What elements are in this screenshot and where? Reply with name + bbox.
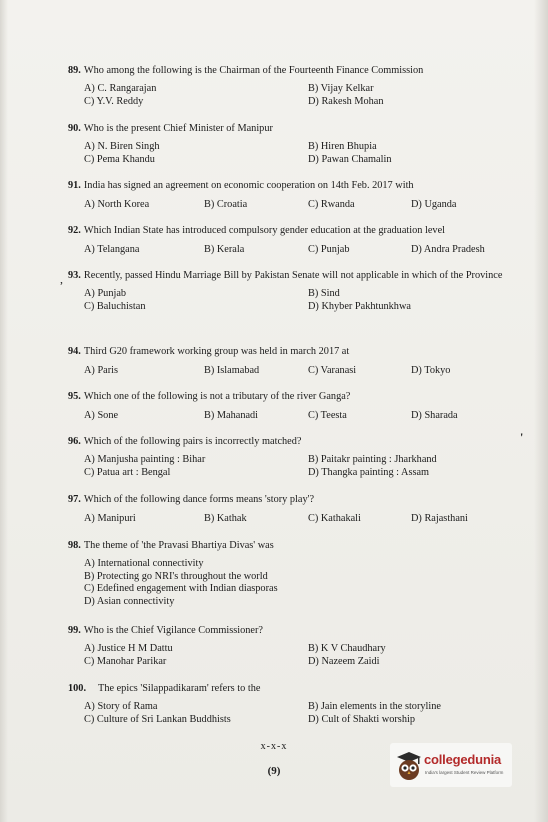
page-shadow-left [0, 0, 8, 822]
option-a: A) Manipuri [84, 513, 136, 524]
option-b: B) Croatia [204, 199, 248, 210]
question-96 [68, 435, 508, 480]
option-c: C) Punjab [308, 244, 350, 255]
question-text: India has signed an agreement on economic cooperation on 14th Feb. 2017 with [83, 180, 414, 191]
options [68, 83, 508, 109]
question-98 [68, 539, 508, 608]
option-d: D) Nazeem Zaidi [308, 655, 380, 667]
option-b: B) Vijay Kelkar [308, 83, 374, 94]
question-91 [68, 179, 508, 212]
options [68, 243, 508, 257]
options [68, 701, 508, 727]
option-b: B) Paitakr painting : Jharkhand [308, 454, 437, 465]
question-text: Who is the present Chief Minister of Manipur [83, 123, 273, 134]
option-b: B) Protecting go NRI's throughout the world [84, 570, 268, 582]
question-text: The epics 'Silappadikaram' refers to the [98, 683, 261, 694]
option-c: C) Varanasi [308, 365, 357, 376]
margin-tick-mark: , [60, 272, 63, 286]
option-b: B) Mahanadi [204, 410, 259, 421]
question-text: Who among the following is the Chairman of the Fourteenth Finance Commission [83, 65, 424, 76]
option-a: A) Telangana [84, 244, 140, 255]
collegedunia-watermark [390, 743, 512, 787]
brand-name: collegedunia [424, 752, 502, 767]
question-93 [68, 269, 508, 314]
option-c: C) Culture of Sri Lankan Buddhists [84, 713, 231, 725]
options [68, 643, 508, 669]
page-shadow-right [534, 0, 548, 822]
question-89 [68, 64, 508, 109]
question-text: Which of the following dance forms means 'story play'? [83, 494, 315, 505]
option-c: C) Teesta [308, 410, 347, 421]
option-c: C) Patua art : Bengal [84, 466, 171, 478]
question-text: Which Indian State has introduced compulsory gender education at the graduation level [83, 225, 446, 236]
options [68, 198, 508, 212]
options [84, 558, 508, 608]
question-text: Recently, passed Hindu Marriage Bill by Pakistan Senate will not applicable in which of the Province [83, 270, 503, 281]
question-95 [68, 390, 508, 423]
option-c: C) Manohar Parikar [84, 655, 167, 667]
option-c: C) Baluchistan [84, 300, 146, 312]
question-90 [68, 122, 508, 167]
option-b: B) Kerala [204, 244, 245, 255]
options [68, 512, 508, 526]
option-b: B) Sind [308, 288, 340, 299]
scan-mark: ' [520, 430, 524, 444]
page-number: (9) [267, 765, 281, 777]
option-d: D) Asian connectivity [84, 595, 175, 607]
brand-tagline: India's largest Student Review Platform [425, 770, 504, 775]
option-a: A) C. Rangarajan [84, 83, 157, 94]
option-c: C) Edefined engagement with Indian diasporas [84, 583, 278, 594]
option-d: D) Uganda [411, 199, 457, 210]
question-99 [68, 624, 508, 669]
option-a: A) Justice H M Dattu [84, 643, 173, 654]
option-d: D) Andra Pradesh [411, 244, 485, 255]
options [68, 141, 508, 167]
option-b: B) Islamabad [204, 365, 260, 376]
question-number: 89. [68, 65, 81, 76]
options [68, 409, 508, 423]
graduate-owl-icon [396, 751, 422, 781]
option-a: A) Punjab [84, 288, 127, 299]
question-number: 98. [68, 540, 81, 551]
option-d: D) Cult of Shakti worship [308, 713, 415, 725]
option-c: C) Y.V. Reddy [84, 95, 144, 107]
option-d: D) Thangka painting : Assam [308, 466, 430, 478]
option-d: D) Rajasthani [411, 513, 468, 524]
question-100 [68, 682, 508, 727]
end-of-section-mark: x-x-x [260, 741, 288, 752]
option-d: D) Rakesh Mohan [308, 95, 384, 107]
option-a: A) International connectivity [84, 558, 204, 569]
question-97 [68, 493, 508, 526]
question-number: 90. [68, 123, 81, 134]
option-b: B) Jain elements in the storyline [308, 701, 441, 712]
question-92 [68, 224, 508, 257]
option-a: A) Manjusha painting : Bihar [84, 454, 206, 465]
option-d: D) Khyber Pakhtunkhwa [308, 300, 411, 312]
option-b: B) Kathak [204, 513, 247, 524]
option-b: B) K V Chaudhary [308, 643, 386, 654]
option-c: C) Kathakali [308, 513, 361, 524]
question-number: 91. [68, 180, 81, 191]
question-number: 100. [68, 683, 87, 694]
option-a: A) North Korea [84, 199, 150, 210]
options [68, 454, 508, 480]
question-number: 95. [68, 391, 81, 402]
question-number: 93. [68, 270, 81, 281]
question-text: Which one of the following is not a tributary of the river Ganga? [83, 391, 351, 402]
option-d: D) Tokyo [411, 365, 451, 376]
option-d: D) Sharada [411, 410, 458, 421]
question-text: Which of the following pairs is incorrectly matched? [83, 436, 302, 447]
question-number: 94. [68, 346, 81, 357]
option-a: A) N. Biren Singh [84, 141, 160, 152]
question-94 [68, 345, 508, 378]
options [68, 364, 508, 378]
option-d: D) Pawan Chamalin [308, 153, 392, 165]
option-c: C) Rwanda [308, 199, 355, 210]
option-a: A) Paris [84, 365, 119, 376]
option-a: A) Sone [84, 410, 119, 421]
question-number: 96. [68, 436, 81, 447]
question-text: The theme of 'the Pravasi Bhartiya Divas' was [83, 540, 274, 551]
question-number: 99. [68, 625, 81, 636]
option-b: B) Hiren Bhupia [308, 141, 377, 152]
options [68, 288, 508, 314]
option-c: C) Pema Khandu [84, 153, 155, 165]
question-text: Third G20 framework working group was held in march 2017 at [83, 346, 350, 357]
question-text: Who is the Chief Vigilance Commissioner? [83, 625, 263, 636]
option-a: A) Story of Rama [84, 701, 158, 712]
question-number: 97. [68, 494, 81, 505]
question-number: 92. [68, 225, 81, 236]
